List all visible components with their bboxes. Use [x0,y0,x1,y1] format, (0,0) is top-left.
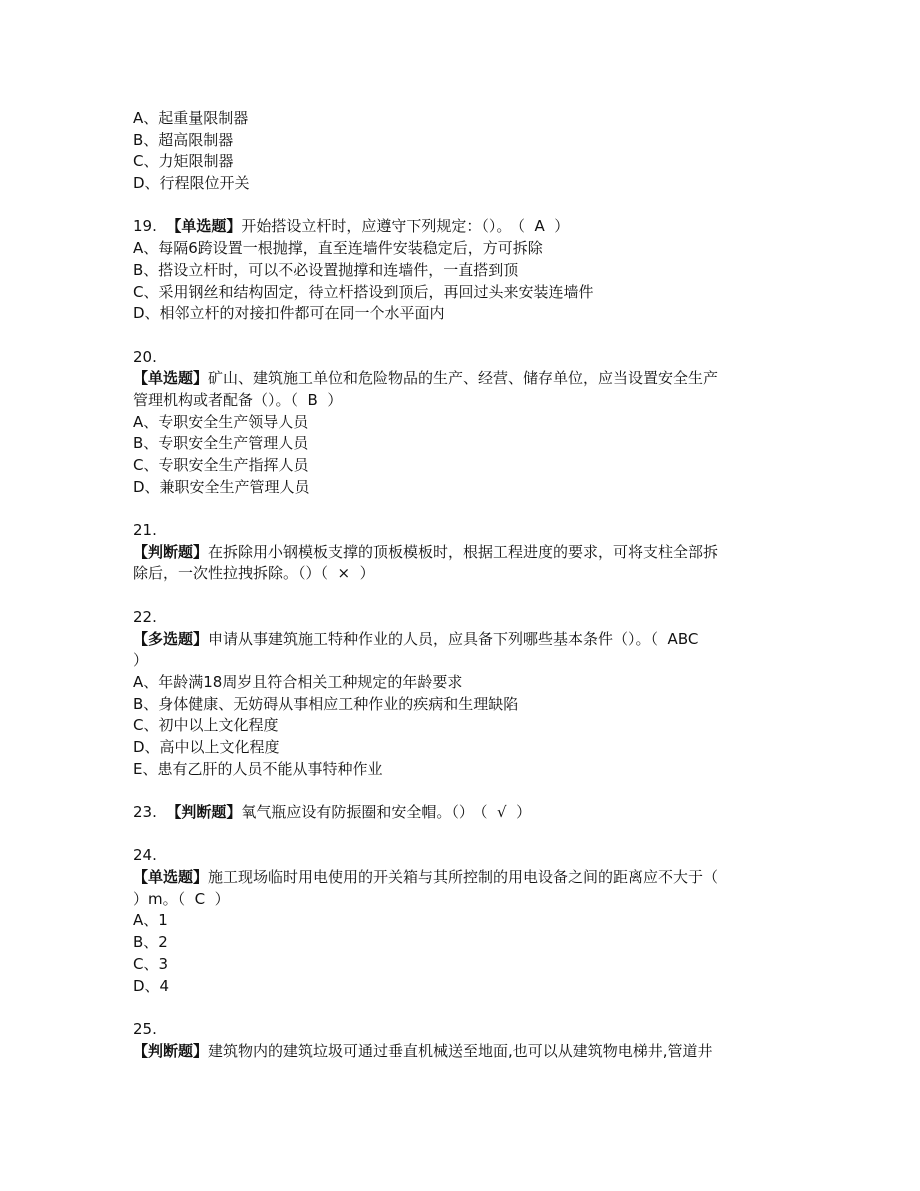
question-stem-continued: ） [133,651,149,670]
option: C、力矩限制器 [133,152,234,171]
question-23 [133,802,793,824]
question-number: 21. [133,521,157,540]
question-number: 24. [133,846,157,865]
option: D、高中以上文化程度 [133,737,280,756]
option: E、患有乙肝的人员不能从事特种作业 [133,759,383,778]
question-type: 【单选题】 [133,868,209,887]
question-number: 25. [133,1019,157,1038]
option: C、初中以上文化程度 [133,716,279,735]
answer: （ √ ） [479,803,532,821]
question-25 [133,1019,793,1062]
question-type: 【判断题】 [133,542,209,561]
option: D、相邻立杆的对接扣件都可在同一个水平面内 [133,304,445,323]
option: A、起重量限制器 [133,109,249,127]
question-stem: 在拆除用小钢模板支撑的顶板模板时，根据工程进度的要求，可将支柱全部拆 [208,542,719,561]
option: B、专职安全生产管理人员 [133,434,309,453]
question-stem: 氧气瓶应设有防振圈和安全帽。（） [241,803,474,821]
question-22 [133,607,793,781]
option: D、4 [133,976,170,995]
question-stem: 申请从事建筑施工特种作业的人员，应具备下列哪些基本条件（）。（ ABC [208,629,699,648]
question-stem-continued: 除后，一次性拉拽拆除。（）（ × ） [133,564,375,583]
option: B、2 [133,933,168,952]
question-number: 20. [133,347,157,366]
option: A、1 [133,911,168,930]
question-number: 19. [133,217,157,236]
question-list [133,108,793,1062]
option: C、采用钢丝和结构固定，待立杆搭设到顶后，再回过头来安装连墙件 [133,282,594,301]
question-stem-continued: ）m。（ C ） [133,889,230,908]
question-19 [133,216,793,324]
question-stem: 开始搭设立杆时，应遵守下列规定：（）。 [241,217,512,236]
option: B、身体健康、无妨碍从事相应工种作业的疾病和生理缺陷 [133,694,519,713]
question-20 [133,347,793,499]
option: B、超高限制器 [133,130,234,149]
option: A、年龄满18周岁且符合相关工种规定的年龄要求 [133,672,463,691]
option: A、每隔6跨设置一根抛撑，直至连墙件安装稳定后，方可拆除 [133,239,543,258]
question-type: 【判断题】 [166,803,242,821]
question-stem-continued: 管理机构或者配备（）。（ B ） [133,390,343,409]
prev-options [133,108,793,195]
question-21 [133,520,793,585]
option: A、专职安全生产领导人员 [133,412,309,431]
question-24 [133,845,793,997]
question-type: 【单选题】 [166,217,242,236]
question-number: 23. [133,803,157,821]
option: C、3 [133,954,169,973]
question-number: 22. [133,607,157,626]
question-stem: 建筑物内的建筑垃圾可通过垂直机械送至地面,也可以从建筑物电梯井,管道井 [208,1041,713,1060]
question-stem: 矿山、建筑施工单位和危险物品的生产、经营、储存单位，应当设置安全生产 [208,369,719,388]
option: D、兼职安全生产管理人员 [133,477,310,496]
question-type: 【单选题】 [133,369,209,388]
option: B、搭设立杆时，可以不必设置抛撑和连墙件，一直搭到顶 [133,260,519,279]
option: C、专职安全生产指挥人员 [133,456,309,474]
question-type: 【多选题】 [133,629,209,648]
answer: （ A ） [517,217,570,236]
question-stem: 施工现场临时用电使用的开关箱与其所控制的用电设备之间的距离应不大于（ [208,868,719,887]
question-type: 【判断题】 [133,1041,209,1060]
option: D、行程限位开关 [133,174,250,193]
